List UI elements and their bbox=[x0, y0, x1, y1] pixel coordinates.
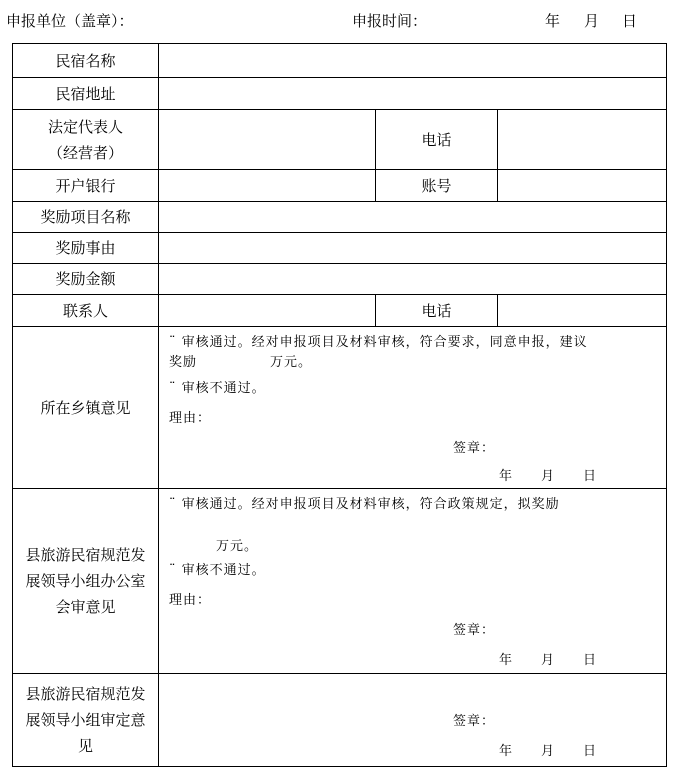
account-label: 账号 bbox=[376, 170, 498, 202]
row-reward-amount bbox=[13, 264, 667, 295]
town-date-year: 年 bbox=[499, 469, 514, 484]
group-opinion-label bbox=[13, 674, 159, 767]
group-date-year: 年 bbox=[499, 744, 514, 759]
office-date-month: 月 bbox=[541, 653, 556, 668]
group-sign-label: 签章： bbox=[453, 714, 496, 729]
contact-phone-label: 电话 bbox=[376, 295, 498, 327]
project-name-label: 奖励项目名称 bbox=[13, 202, 159, 233]
office-approve-line2: 万元。 bbox=[216, 539, 259, 554]
row-homestay-address bbox=[13, 78, 667, 110]
row-town-opinion bbox=[13, 327, 667, 489]
group-date-month: 月 bbox=[541, 744, 556, 759]
header-year: 年 bbox=[545, 12, 561, 30]
row-office-opinion bbox=[13, 489, 667, 674]
office-opinion-label-line1: 县旅游民宿规范发 bbox=[25, 546, 146, 564]
homestay-name-label: 民宿名称 bbox=[13, 44, 159, 78]
applicant-unit-label: 申报单位（盖章）： bbox=[6, 12, 134, 30]
row-project-name bbox=[13, 202, 667, 233]
contact-phone-field[interactable] bbox=[498, 295, 667, 327]
row-group-opinion bbox=[13, 674, 667, 767]
application-form-table bbox=[12, 43, 667, 767]
office-opinion-label bbox=[13, 489, 159, 674]
header-day: 日 bbox=[622, 12, 638, 30]
town-sign-label: 签章： bbox=[453, 441, 496, 456]
office-reject-option[interactable]: ¨ 审核不通过。 bbox=[169, 563, 266, 578]
phone-field[interactable] bbox=[498, 110, 667, 170]
group-opinion-label-line3: 见 bbox=[77, 737, 93, 755]
town-opinion-content[interactable] bbox=[159, 327, 667, 489]
row-bank bbox=[13, 170, 667, 202]
town-reason-label: 理由： bbox=[169, 411, 212, 426]
town-opinion-label: 所在乡镇意见 bbox=[13, 327, 159, 489]
office-date-year: 年 bbox=[499, 653, 514, 668]
homestay-name-field[interactable] bbox=[159, 44, 667, 78]
legal-representative-label-line1: 法定代表人 bbox=[47, 117, 123, 136]
legal-representative-label-line2: （经营者） bbox=[47, 143, 123, 162]
contact-field[interactable] bbox=[159, 295, 376, 327]
group-date-day: 日 bbox=[583, 744, 598, 759]
bank-field[interactable] bbox=[159, 170, 376, 202]
town-reject-option[interactable]: ¨ 审核不通过。 bbox=[169, 381, 266, 396]
office-opinion-label-line2: 展领导小组办公室 bbox=[25, 572, 146, 590]
town-approve-line2a: 奖励 bbox=[169, 355, 198, 370]
office-sign-label: 签章： bbox=[453, 623, 496, 638]
group-date bbox=[499, 740, 609, 758]
row-homestay-name bbox=[13, 44, 667, 78]
legal-representative-field[interactable] bbox=[159, 110, 376, 170]
homestay-address-field[interactable] bbox=[159, 78, 667, 110]
office-opinion-label-line3: 会审意见 bbox=[55, 598, 116, 616]
header-month: 月 bbox=[584, 12, 600, 30]
form-header bbox=[0, 10, 674, 36]
town-date-month: 月 bbox=[541, 469, 556, 484]
contact-label: 联系人 bbox=[13, 295, 159, 327]
office-opinion-content[interactable] bbox=[159, 489, 667, 674]
reward-reason-label: 奖励事由 bbox=[13, 233, 159, 264]
application-time-label: 申报时间： bbox=[352, 12, 428, 30]
legal-representative-label bbox=[13, 110, 159, 170]
town-date-day: 日 bbox=[583, 469, 598, 484]
account-field[interactable] bbox=[498, 170, 667, 202]
group-opinion-content[interactable] bbox=[159, 674, 667, 767]
row-reward-reason bbox=[13, 233, 667, 264]
reward-amount-label: 奖励金额 bbox=[13, 264, 159, 295]
reward-amount-field[interactable] bbox=[159, 264, 667, 295]
homestay-address-label: 民宿地址 bbox=[13, 78, 159, 110]
town-approve-line1: ¨ 审核通过。经对申报项目及材料审核，符合要求，同意申报，建议 bbox=[169, 335, 588, 350]
office-reason-label: 理由： bbox=[169, 593, 212, 608]
row-contact bbox=[13, 295, 667, 327]
town-date bbox=[499, 465, 609, 483]
row-legal-representative bbox=[13, 110, 667, 170]
town-approve-line2b: 万元。 bbox=[270, 355, 313, 370]
bank-label: 开户银行 bbox=[13, 170, 159, 202]
reward-reason-field[interactable] bbox=[159, 233, 667, 264]
group-opinion-label-line1: 县旅游民宿规范发 bbox=[25, 685, 146, 703]
office-date bbox=[499, 649, 609, 667]
office-date-day: 日 bbox=[583, 653, 598, 668]
office-approve-line1: ¨ 审核通过。经对申报项目及材料审核，符合政策规定，拟奖励 bbox=[169, 497, 560, 512]
group-opinion-label-line2: 展领导小组审定意 bbox=[25, 711, 146, 729]
phone-label: 电话 bbox=[376, 110, 498, 170]
project-name-field[interactable] bbox=[159, 202, 667, 233]
